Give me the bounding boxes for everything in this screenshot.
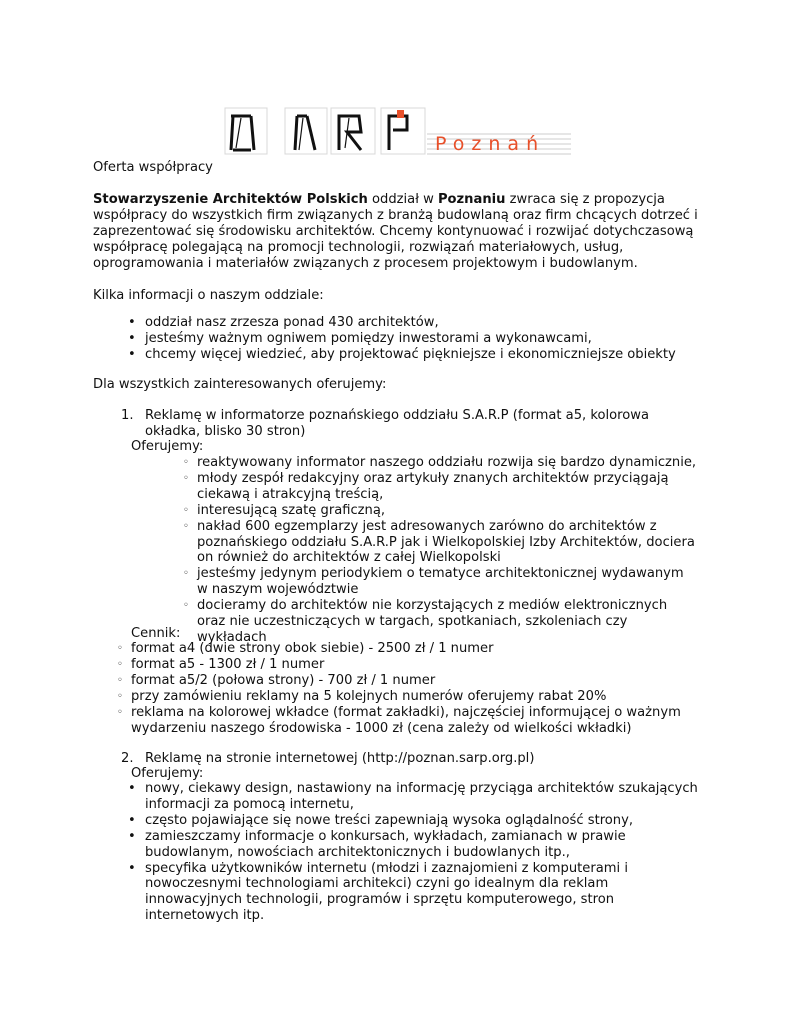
list-item: ◦ format a5 - 1300 zł / 1 numer <box>117 656 325 672</box>
offer-item-1: 1. Reklamę w informatorze poznańskiego oddziału S.A.R.P (format a5, kolorowa okładka, blisko 30 stron) <box>121 408 649 439</box>
offer-1-label: Oferujemy: <box>131 439 204 454</box>
list-item: ◦ docieramy do architektów nie korzystających z mediów elektronicznych oraz nie uczestniczących w targach, spotkaniach, szkoleniach czy wykładach <box>183 598 668 645</box>
offer-2-points <box>128 781 700 924</box>
city-name: Poznaniu <box>437 192 506 207</box>
list-item: ◦ nakład 600 egzemplarzy jest adresowanych zarówno do architektów z poznańskiego oddziału S.A.R.P jak i Wielkopolskiej Izby Architektów, dociera on również do architektów z całej Wielkopolski <box>183 518 695 566</box>
info-bullet-list <box>128 315 705 363</box>
intro-paragraph: Stowarzyszenie Architektów Polskich oddział w Poznaniu zwraca się z propozycja współpracy do wszystkich firm związanych z branżą budowlaną oraz firm chcących dotrzeć i zaprezentować się środowisku architektów. Chcemy kontynuować i rozwijać dotychczasową współpracę polegającą na promocji technologii, rozwiązań materiałowych, usług, oprogramowania i materiałów związanych z procesem projektowym i budowlanym. <box>93 192 698 271</box>
section-heading-offer: Dla wszystkich zainteresowanych oferujemy: <box>93 377 387 392</box>
org-name: Stowarzyszenie Architektów Polskich <box>93 192 368 207</box>
list-item: • zamieszczamy informacje o konkursach, wykładach, zamianach w prawie budowlanym, nowościach architektonicznych i budowlanych itp., <box>128 828 626 860</box>
list-item: • często pojawiające się nowe treści zapewniają wysoka oglądalność strony, <box>128 812 634 828</box>
list-item: ◦ format a4 (dwie strony obok siebie) - 2500 zł / 1 numer <box>117 641 494 656</box>
section-heading-info: Kilka informacji o naszym oddziale: <box>93 288 324 303</box>
list-item: • oddział nasz zrzesza ponad 430 architektów, <box>128 315 439 330</box>
list-item: • nowy, ciekawy design, nastawiony na informację przyciąga architektów szukających informacji za pomocą internetu, <box>128 781 698 812</box>
list-item: • specyfika użytkowników internetu (młodzi i zaznajomieni z komputerami i nowoczesnymi technologiami architekci) czyni go idealnym dla reklam innowacyjnych technologii, programów i sprzętu komputerowego, stron internetowych itp. <box>128 860 628 924</box>
price-list <box>117 641 691 736</box>
list-item: ◦ reklama na kolorowej wkładce (format zakładki), najczęściej informującej o ważnym wydarzeniu naszego środowiska - 1000 zł (cena zależy od wielkości wkładki) <box>117 704 681 736</box>
list-item: ◦ format a5/2 (połowa strony) - 700 zł / 1 numer <box>117 672 436 688</box>
list-item: • chcemy więcej wiedzieć, aby projektować piękniejsze i ekonomiczniejsze obiekty <box>128 346 676 362</box>
logo-city-text: Poznań <box>435 133 546 155</box>
list-item: ◦ interesującą szatę graficzną, <box>183 502 386 518</box>
price-list-label: Cennik: <box>131 626 181 641</box>
list-item: • jesteśmy ważnym ogniwem pomiędzy inwestorami a wykonawcami, <box>128 330 592 346</box>
sarp-poznan-logo <box>221 106 573 158</box>
list-item: ◦ przy zamówieniu reklamy na 5 kolejnych numerów oferujemy rabat 20% <box>117 688 607 704</box>
offer-1-points <box>183 455 697 646</box>
list-item: ◦ reaktywowany informator naszego oddziału rozwija się bardzo dynamicznie, <box>183 455 697 470</box>
document-title: Oferta współpracy <box>93 160 213 175</box>
list-item: ◦ jesteśmy jedynym periodykiem o tematyce architektonicznej wydawanym w naszym województwie <box>183 566 684 598</box>
list-item: ◦ młody zespół redakcyjny oraz artykuły znanych architektów przyciągają ciekawą i atrakcyjną treścią, <box>183 470 669 502</box>
offer-2-label: Oferujemy: <box>131 766 204 781</box>
offer-item-2: 2. Reklamę na stronie internetowej (http://poznan.sarp.org.pl) <box>121 751 535 766</box>
